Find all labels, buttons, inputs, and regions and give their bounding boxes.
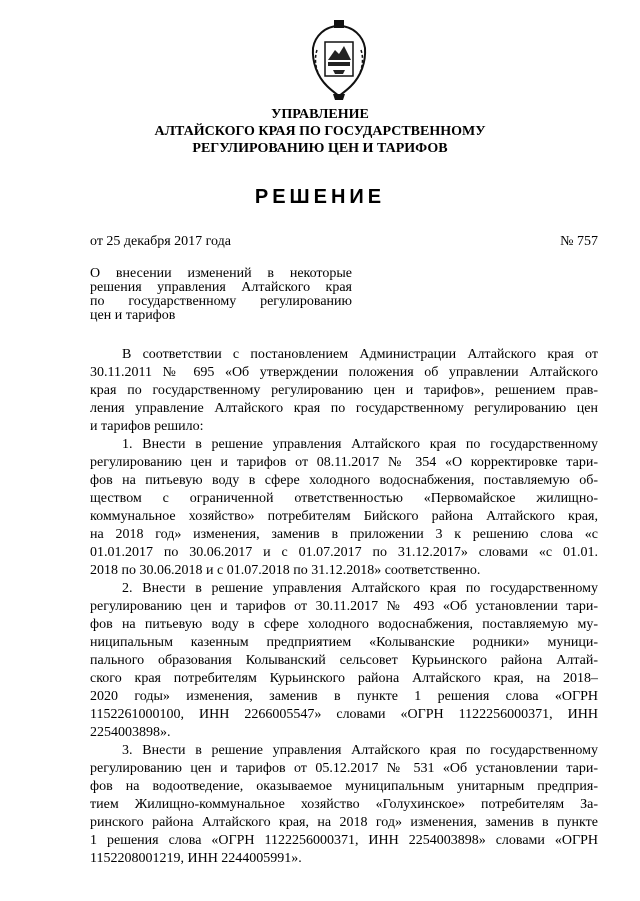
document-body <box>90 346 598 868</box>
body-line: ского края потребителям Курьинского района Алтайского края, на 2018– <box>90 671 598 686</box>
body-line: 2254003898». <box>90 725 171 740</box>
body-line: ринского района Алтайского края, на 2018 год» изменения, заменив в пункте <box>90 815 598 830</box>
document-subject <box>90 267 352 323</box>
subject-line: решения управления Алтайского края <box>90 280 352 295</box>
body-line: фов на водоотведение, оказываемое муниципальным унитарным предприя- <box>90 779 598 794</box>
body-line: 30.11.2011 № 695 «Об утверждении положения об управлении Алтайского <box>90 365 598 380</box>
body-line: коммунальное хозяйство» потребителям Бийского района Алтайского края, <box>90 509 598 524</box>
body-line: 1 решения слова «ОГРН 1122256000371, ИНН 2254003898» словами «ОГРН <box>90 833 598 848</box>
document-type-title: РЕШЕНИЕ <box>254 186 386 208</box>
org-line-2: АЛТАЙСКОГО КРАЯ ПО ГОСУДАРСТВЕННОМУ <box>154 124 486 139</box>
body-line: регулированию цен и тарифов от 30.11.2017 № 493 «Об установлении тари- <box>90 599 598 614</box>
organization-name <box>0 106 640 157</box>
subject-line: цен и тарифов <box>90 308 176 323</box>
body-line: фов на питьевую воду в сфере холодного водоснабжения, поставляемую му- <box>90 617 598 632</box>
coat-of-arms-emblem <box>303 20 375 102</box>
body-line: 3. Внести в решение управления Алтайского края по государственному <box>122 743 598 758</box>
body-line: 1152261000100, ИНН 2266005547» словами «ОГРН 1122256000371, ИНН <box>90 707 598 722</box>
body-line: тием Жилищно-коммунальное хозяйство «Голухинское» потребителям За- <box>90 797 598 812</box>
body-line: ществом с ограниченной ответственностью «Первомайское жилищно- <box>90 491 598 506</box>
body-line: фов на питьевую воду в сфере холодного водоснабжения, поставляемую об- <box>90 473 598 488</box>
body-line: 1152208001219, ИНН 2244005991». <box>90 851 302 866</box>
document-number: № 757 <box>560 234 598 249</box>
body-line: В соответствии с постановлением Администрации Алтайского края от <box>122 347 598 362</box>
subject-line: О внесении изменений в некоторые <box>90 266 352 281</box>
body-line: на 2018 год» изменения, заменив в приложении 3 к решению слова «с <box>90 527 598 542</box>
body-line: ления управление Алтайского края по государственному регулированию цен <box>90 401 598 416</box>
body-line: пального образования Колыванский сельсовет Курьинского района Алтай- <box>90 653 598 668</box>
body-line: ниципальным казенным предприятием «Колыванские родники» муници- <box>90 635 598 650</box>
body-line: 2. Внести в решение управления Алтайского края по государственному <box>122 581 598 596</box>
org-line-3: РЕГУЛИРОВАНИЮ ЦЕН И ТАРИФОВ <box>192 141 448 156</box>
body-line: 2018 по 30.06.2018 и с 01.07.2018 по 31.12.2018» соответственно. <box>90 563 481 578</box>
body-line: регулированию цен и тарифов от 08.11.2017 № 354 «О корректировке тари- <box>90 455 598 470</box>
body-line: регулированию цен и тарифов от 05.12.2017 № 531 «Об установлении тари- <box>90 761 598 776</box>
document-date: от 25 декабря 2017 года <box>90 234 231 249</box>
org-line-1: УПРАВЛЕНИЕ <box>271 107 369 122</box>
body-line: края по государственному регулированию цен и тарифов», решением прав- <box>90 383 598 398</box>
body-line: 01.01.2017 по 30.06.2017 и с 01.07.2017 по 31.12.2017» словами «с 01.01. <box>90 545 598 560</box>
body-line: 1. Внести в решение управления Алтайского края по государственному <box>122 437 598 452</box>
body-line: и тарифов решило: <box>90 419 204 434</box>
subject-line: по государственному регулированию <box>90 294 352 309</box>
body-line: 2020 годы» изменения, заменив в пункте 1 решения слова «ОГРН <box>90 689 598 704</box>
